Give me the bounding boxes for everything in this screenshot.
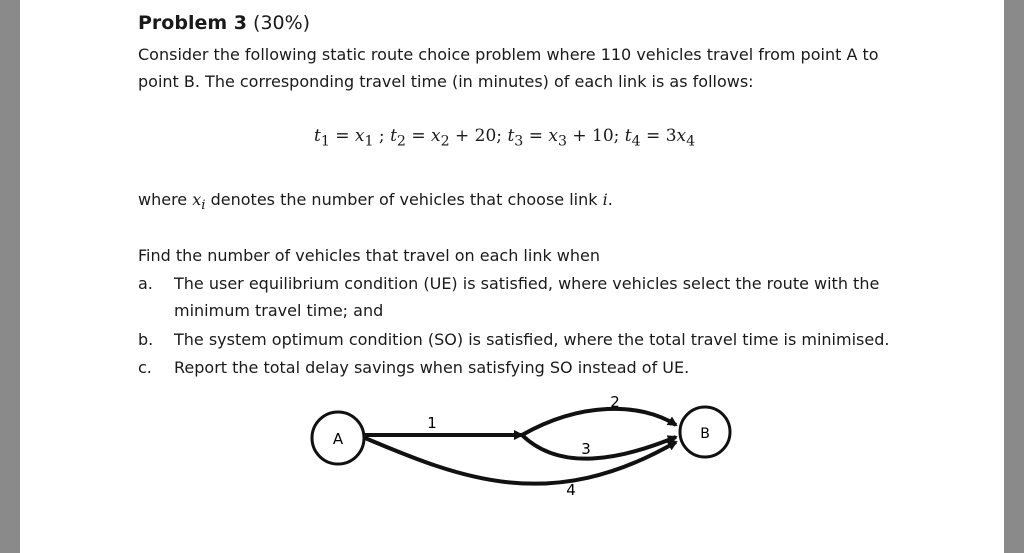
link-2-label: 2: [610, 393, 620, 411]
link-4-line: [365, 438, 676, 484]
link-3-label: 3: [581, 440, 591, 458]
link-1-label: 1: [427, 414, 437, 432]
problem-title: Problem 3 (30%): [138, 12, 311, 34]
node-b-label: B: [700, 426, 710, 442]
network-diagram: [20, 380, 1004, 553]
link-2-line: [522, 409, 676, 435]
where-note: where $x_i$ denotes the number of vehicles that choose link i.: [138, 190, 613, 214]
problem-intro: Consider the following static route choice problem where 110 vehicles travel from point A to point B. The corresponding travel time (in minutes) of each link is as follows:: [138, 45, 879, 91]
document-page: Problem 3 (30%) Consider the following static route choice problem where 110 vehicles travel from point A to point B. The corresponding travel time (in minutes) of each link is as follows: $t_1 = x_1$ ; $t_2 = x_2 + 20$; $t_3 = x_3 + 10$; $t_4 = 3x_4$ where $x_i$ denotes the number of vehicles that choose link i. Find the number of vehicles that travel on each link when a. The user equilibrium condition (UE) is satisfied, where vehicles select the route with the minimum travel time; and b. The system optimum condition (SO) is satisfied, where the total travel time is minimised. c. Report the total delay savings when satisfying SO instead of UE. A B 1 2 3 4: [20, 0, 1004, 553]
problem-weight: (30%): [253, 12, 311, 34]
link-4-label: 4: [566, 481, 576, 499]
find-instruction: Find the number of vehicles that travel on each link when: [138, 246, 601, 265]
node-a-label: A: [332, 430, 344, 448]
travel-time-formula: $t_1 = x_1$ ; $t_2 = x_2 + 20$; $t_3 = x_3 + 10$; $t_4 = 3x_4$: [314, 126, 696, 150]
